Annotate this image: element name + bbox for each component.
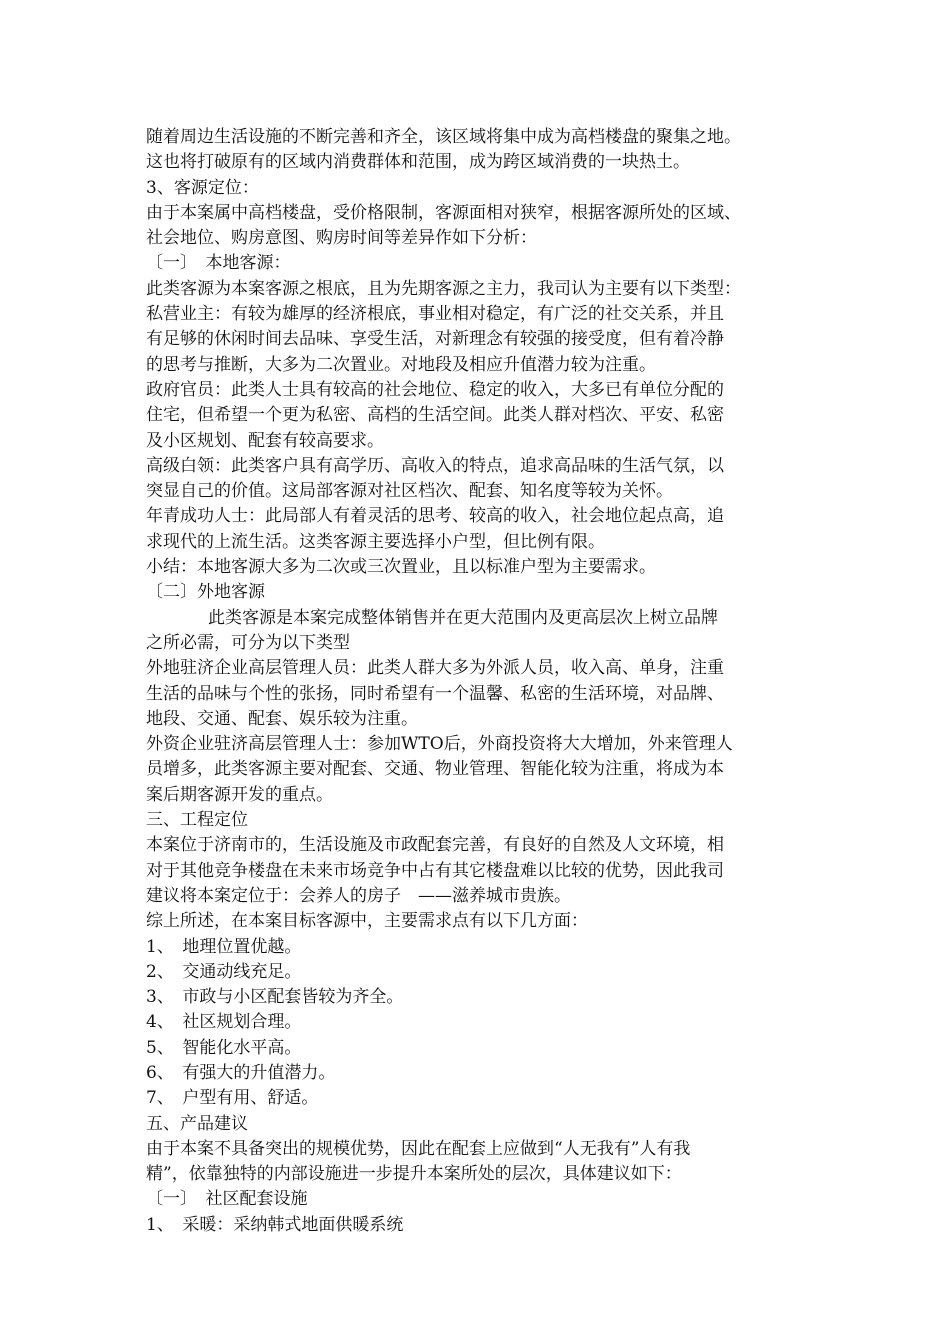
text-line: 由于本案属中高档楼盘，受价格限制，客源面相对狭窄，根据客源所处的区域、: [146, 202, 741, 223]
text-line: 有足够的休闲时间去品味、享受生活，对新理念有较强的接受度，但有着冷静: [146, 329, 724, 350]
document-body: [146, 125, 816, 1238]
text-line: 住宅，但希望一个更为私密、高档的生活空间。此类人群对档次、平安、私密: [146, 405, 724, 426]
text-line: 随着周边生活设施的不断完善和齐全，该区域将集中成为高档楼盘的聚集之地。: [146, 127, 741, 147]
text-line: 社会地位、购房意图、购房时间等差异作如下分析：: [146, 228, 537, 249]
section-heading: 三、工程定位: [146, 810, 248, 831]
section-heading: 3、客源定位：: [146, 177, 259, 198]
text-line: 此类客源为本案客源之根底，且为先期客源之主力，我司认为主要有以下类型：: [146, 278, 741, 299]
text-line: 小结：本地客源大多为二次或三次置业，且以标准户型为主要需求。: [146, 557, 656, 578]
subsection-heading: 〔一〕 本地客源：: [146, 253, 291, 274]
section-heading: 五、产品建议: [146, 1113, 248, 1134]
text-line: 由于本案不具备突出的规模优势，因此在配套上应做到“人无我有”人有我: [146, 1138, 691, 1159]
text-line: 精”，依靠独特的内部设施进一步提升本案所处的层次，具体建议如下：: [146, 1164, 682, 1185]
text-line: 求现代的上流生活。这类客源主要选择小户型，但比例有限。: [146, 531, 605, 552]
text-line: 及小区规划、配套有较高要求。: [146, 430, 384, 451]
text-line: 本案位于济南市的，生活设施及市政配套完善，有良好的自然及人文环境，相: [146, 835, 724, 856]
subsection-heading: 〔二〕外地客源: [146, 582, 265, 603]
list-item: 3、 市政与小区配套皆较为齐全。: [146, 987, 404, 1008]
text-line: 私营业主：有较为雄厚的经济根底，事业相对稳定，有广泛的社交关系，并且: [146, 304, 724, 325]
text-line: 这也将打破原有的区域内消费群体和范围，成为跨区域消费的一块热土。: [146, 152, 690, 173]
text-line: 员增多，此类客源主要对配套、交通、物业管理、智能化较为注重，将成为本: [146, 759, 724, 780]
list-item: 6、 有强大的升值潜力。: [146, 1062, 336, 1083]
list-item: 1、 采暖：采纳韩式地面供暖系统: [146, 1214, 404, 1235]
list-item: 1、 地理位置优越。: [146, 936, 302, 957]
text-line: 高级白领：此类客户具有高学历、高收入的特点，追求高品味的生活气氛，以: [146, 455, 724, 476]
text-line: 的思考与推断，大多为二次置业。对地段及相应升值潜力较为注重。: [146, 354, 656, 375]
text-line: 生活的品味与个性的张扬，同时希望有一个温馨、私密的生活环境，对品牌、: [146, 683, 724, 704]
subsection-heading: 〔一〕 社区配套设施: [146, 1189, 308, 1210]
text-line: 之所必需，可分为以下类型: [146, 632, 350, 653]
text-line: 外资企业驻济高层管理人士：参加WTO后，外商投资将大大增加，外来管理人: [146, 734, 733, 755]
text-line: 案后期客源开发的重点。: [146, 784, 333, 805]
text-line: 突显自己的价值。这局部客源对社区档次、配套、知名度等较为关怀。: [146, 481, 673, 502]
text-line: 此类客源是本案完成整体销售并在更大范围内及更高层次上树立品牌: [208, 607, 718, 628]
list-item: 2、 交通动线充足。: [146, 961, 302, 982]
list-item: 5、 智能化水平高。: [146, 1037, 302, 1058]
list-item: 7、 户型有用、舒适。: [146, 1088, 319, 1109]
text-line: 年青成功人士：此局部人有着灵活的思考、较高的收入，社会地位起点高，追: [146, 506, 724, 527]
text-line: 地段、交通、配套、娱乐较为注重。: [146, 708, 418, 729]
list-item: 4、 社区规划合理。: [146, 1012, 302, 1033]
text-line: 对于其他竞争楼盘在未来市场竞争中占有其它楼盘难以比较的优势，因此我司: [146, 860, 724, 881]
text-line: 综上所述，在本案目标客源中，主要需求点有以下几方面：: [146, 911, 588, 932]
text-line: 外地驻济企业高层管理人员：此类人群大多为外派人员，收入高、单身，注重: [146, 658, 724, 679]
text-line: 政府官员：此类人士具有较高的社会地位、稳定的收入，大多已有单位分配的: [146, 379, 724, 400]
text-line: 建议将本案定位于：会养人的房子 ——滋养城市贵族。: [146, 885, 571, 906]
